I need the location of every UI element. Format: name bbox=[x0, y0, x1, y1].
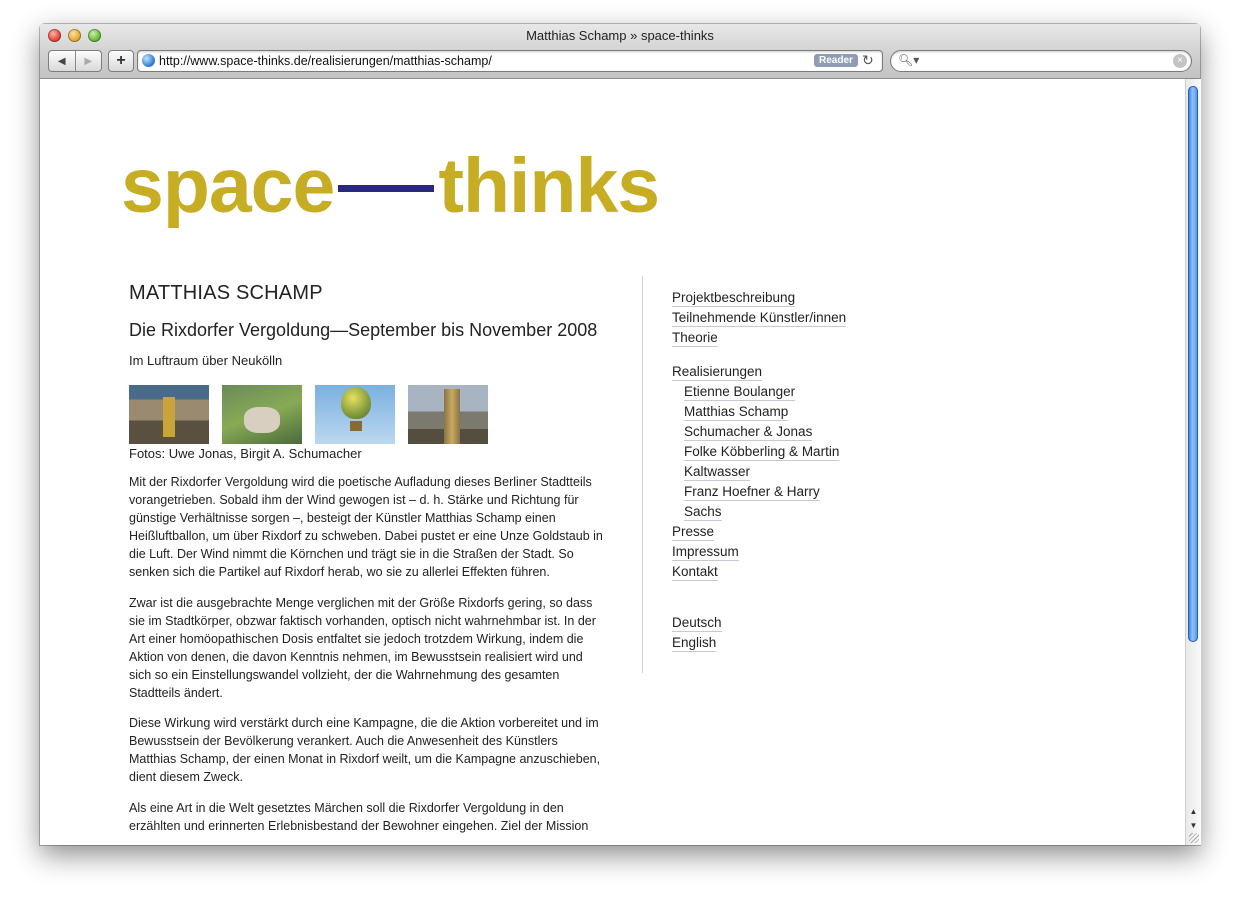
globe-icon bbox=[142, 54, 155, 67]
photo-thumbnail[interactable] bbox=[315, 385, 395, 444]
forward-arrow-icon: ▶ bbox=[84, 55, 93, 67]
nav-link-projektbeschreibung[interactable]: Projektbeschreibung bbox=[672, 290, 796, 305]
scroll-up-arrow-icon[interactable]: ▲ bbox=[1189, 807, 1198, 816]
language-link-deutsch[interactable]: Deutsch bbox=[672, 615, 722, 630]
site-logo[interactable] bbox=[121, 131, 660, 241]
reader-button[interactable]: Reader bbox=[814, 54, 858, 67]
nav-sublink-boulanger[interactable]: Etienne Boulanger bbox=[684, 384, 796, 399]
article-subtitle: Im Luftraum über Neukölln bbox=[129, 353, 283, 368]
nav-sublink-koebberling[interactable]: Folke Köbberling & Martin bbox=[684, 444, 840, 459]
add-bookmark-button[interactable] bbox=[108, 50, 134, 72]
page-title: MATTHIAS SCHAMP bbox=[129, 282, 323, 304]
nav-link-teilnehmende[interactable]: Teilnehmende Künstler/innen bbox=[672, 310, 847, 325]
article-paragraph: Zwar ist die ausgebrachte Menge verglichen mit der Größe Rixdorfs gering, so dass sie im Stadtkörper, obzwar faktisch vorhanden, optisch nicht wahrnehmbar ist. In der Art einer homöopathischen Dosis entfaltet sie jedoch trotzdem Wirkung, indem die Aktion von denen, die davon Kenntnis nehmen, im Bewusstsein realisiert wird und sich so ein Einstellungswandel vollzieht, der die Wahrnehmung des gesamten Stadtteils ändert. bbox=[129, 595, 596, 700]
scrollbar-thumb[interactable] bbox=[1188, 86, 1198, 642]
photo-thumbnail[interactable] bbox=[408, 385, 488, 444]
back-arrow-icon: ◀ bbox=[57, 55, 66, 67]
article-title: Die Rixdorfer Vergoldung—September bis November 2008 bbox=[129, 320, 598, 340]
photo-credit: Fotos: Uwe Jonas, Birgit A. Schumacher bbox=[129, 446, 362, 461]
language-link-english[interactable]: English bbox=[672, 635, 717, 650]
sidebar-nav bbox=[672, 289, 846, 654]
article bbox=[129, 282, 607, 847]
reload-icon[interactable]: ↻ bbox=[862, 52, 874, 68]
nav-link-presse[interactable]: Presse bbox=[672, 524, 715, 539]
plus-icon: + bbox=[116, 52, 126, 69]
article-paragraph: Mit der Rixdorfer Vergoldung wird die poetische Aufladung dieses Berliner Stadtteils vorangetrieben. Sobald ihm der Wind gewogen ist – d. h. Stärke und Richtung für günstige Verhältnisse sorgen –, besteigt der Künstler Matthias Schamp einen Heißluftballon, um über Rixdorf zu schweben. Dabei pustet er eine Unze Goldstaub in die Luft. Der Wind nimmt die Körnchen und trägt sie in die Straßen der Stadt. So senken sich die Partikel auf Rixdorf herab, wo sie zu allerlei Effekten führen. bbox=[129, 475, 603, 579]
address-bar[interactable] bbox=[137, 50, 883, 72]
scroll-down-arrow-icon[interactable]: ▼ bbox=[1189, 821, 1198, 830]
back-forward-group bbox=[48, 50, 102, 72]
vertical-scrollbar[interactable] bbox=[1185, 79, 1201, 845]
article-paragraph: Diese Wirkung wird verstärkt durch eine Kampagne, die die Aktion vorbereitet und im Bewusstsein der Bevölkerung verankert. Auch die Anwesenheit des Künstlers Matthias Schamp, der einen Monat in Rixdorf weilt, um die Kampagne anzuschieben, dient diesem Zweck. bbox=[129, 716, 601, 784]
logo-right-word: thinks bbox=[438, 143, 660, 229]
logo-dash bbox=[338, 185, 434, 192]
nav-link-realisierungen[interactable]: Realisierungen bbox=[672, 364, 763, 379]
photo-thumbnail[interactable] bbox=[129, 385, 209, 444]
page-content bbox=[40, 79, 1185, 845]
window-title: Matthias Schamp » space-thinks bbox=[526, 28, 714, 43]
nav-link-kontakt[interactable]: Kontakt bbox=[672, 564, 718, 579]
article-paragraph: Als eine Art in die Welt gesetztes Märchen soll die Rixdorfer Vergoldung in den erzählten und erinnerten Erlebnisbestand der Bewohner eingehen. Ziel der Mission bbox=[129, 800, 589, 833]
search-icon[interactable]: 🔍︎▾ bbox=[898, 53, 920, 67]
clear-search-icon[interactable]: × bbox=[1173, 54, 1187, 68]
photo-thumbnail[interactable] bbox=[222, 385, 302, 444]
nav-sublink-kaltwasser[interactable]: Kaltwasser bbox=[684, 464, 751, 479]
nav-link-impressum[interactable]: Impressum bbox=[672, 544, 739, 559]
photo-gallery bbox=[129, 385, 607, 444]
nav-link-theorie[interactable]: Theorie bbox=[672, 330, 718, 345]
nav-sublink-sachs[interactable]: Sachs bbox=[684, 504, 722, 519]
forward-button[interactable] bbox=[75, 51, 102, 71]
resize-grip-icon[interactable] bbox=[1189, 833, 1199, 843]
column-divider bbox=[642, 276, 643, 673]
logo-left-word: space bbox=[121, 143, 335, 229]
url-text[interactable]: http://www.space-thinks.de/realisierungen/matthias-schamp/ bbox=[159, 54, 492, 68]
back-button[interactable] bbox=[49, 51, 75, 71]
nav-sublink-hoefner[interactable]: Franz Hoefner & Harry bbox=[684, 484, 820, 499]
nav-sublink-schumacher-jonas[interactable]: Schumacher & Jonas bbox=[684, 424, 813, 439]
search-field[interactable] bbox=[890, 50, 1192, 72]
nav-sublink-schamp[interactable]: Matthias Schamp bbox=[684, 404, 789, 419]
browser-window bbox=[40, 24, 1200, 845]
browser-toolbar bbox=[40, 24, 1200, 79]
